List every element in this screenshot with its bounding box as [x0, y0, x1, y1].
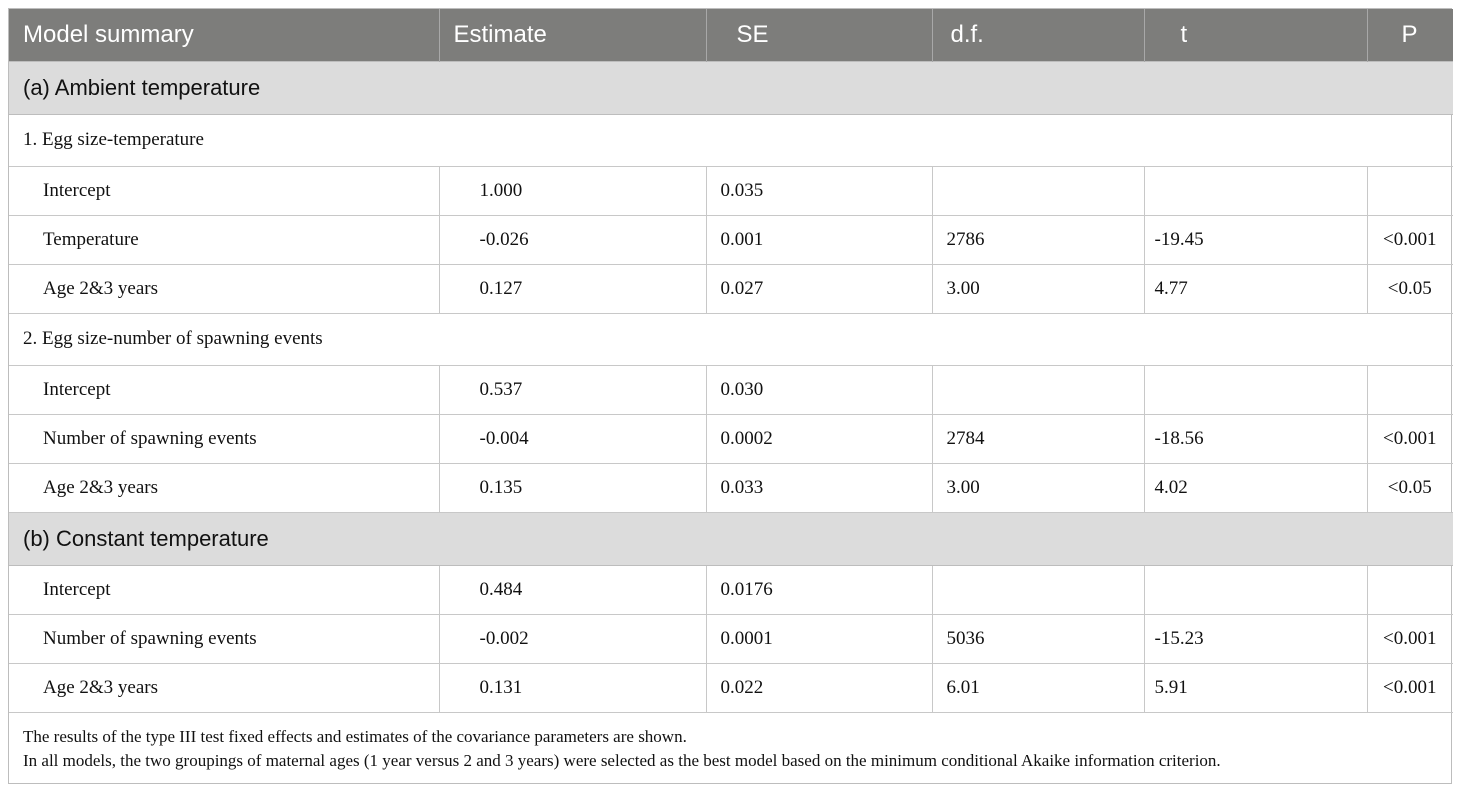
- section-title: (a) Ambient temperature: [9, 61, 1453, 114]
- row-label: Age 2&3 years: [9, 463, 439, 512]
- cell-df: 5036: [932, 614, 1144, 663]
- subsection-title: 2. Egg size-number of spawning events: [9, 313, 1453, 365]
- row-label: Intercept: [9, 365, 439, 414]
- cell-se: 0.0176: [706, 565, 932, 614]
- subsection-row-egg-size-spawning: [9, 313, 1453, 365]
- cell-estimate: 1.000: [439, 166, 706, 215]
- cell-df: [932, 365, 1144, 414]
- table-row: [9, 663, 1453, 712]
- header-df: d.f.: [932, 9, 1144, 61]
- cell-p: <0.001: [1367, 215, 1453, 264]
- footnote-line: In all models, the two groupings of maternal ages (1 year versus 2 and 3 years) were selected as the best model based on the minimum conditional Akaike information criterion.: [23, 750, 1221, 770]
- cell-se: 0.0002: [706, 414, 932, 463]
- section-title: (b) Constant temperature: [9, 512, 1453, 565]
- cell-p: [1367, 166, 1453, 215]
- header-model-summary: Model summary: [9, 9, 439, 61]
- header-estimate: Estimate: [439, 9, 706, 61]
- table-row: [9, 365, 1453, 414]
- cell-se: 0.0001: [706, 614, 932, 663]
- cell-se: 0.033: [706, 463, 932, 512]
- cell-df: 3.00: [932, 463, 1144, 512]
- cell-p: <0.001: [1367, 663, 1453, 712]
- table-footnote: [9, 712, 1453, 783]
- cell-p: [1367, 365, 1453, 414]
- row-label: Number of spawning events: [9, 614, 439, 663]
- cell-se: 0.030: [706, 365, 932, 414]
- table-row: [9, 614, 1453, 663]
- cell-estimate: 0.135: [439, 463, 706, 512]
- cell-estimate: -0.002: [439, 614, 706, 663]
- results-table: [9, 9, 1453, 783]
- footnote-row: [9, 712, 1453, 783]
- table-row: [9, 166, 1453, 215]
- cell-t: 4.02: [1144, 463, 1367, 512]
- cell-se: 0.035: [706, 166, 932, 215]
- cell-p: <0.05: [1367, 264, 1453, 313]
- row-label: Intercept: [9, 166, 439, 215]
- cell-estimate: -0.026: [439, 215, 706, 264]
- cell-t: 4.77: [1144, 264, 1367, 313]
- cell-estimate: 0.131: [439, 663, 706, 712]
- subsection-row-egg-size-temperature: [9, 114, 1453, 166]
- cell-p: [1367, 565, 1453, 614]
- table-row: [9, 414, 1453, 463]
- cell-estimate: -0.004: [439, 414, 706, 463]
- cell-estimate: 0.484: [439, 565, 706, 614]
- cell-t: [1144, 365, 1367, 414]
- cell-t: -15.23: [1144, 614, 1367, 663]
- cell-p: <0.001: [1367, 414, 1453, 463]
- cell-se: 0.001: [706, 215, 932, 264]
- footnote-line: The results of the type III test fixed effects and estimates of the covariance parameters are shown.: [23, 726, 687, 746]
- header-row: [9, 9, 1453, 61]
- table-header: [9, 9, 1453, 61]
- cell-t: [1144, 166, 1367, 215]
- row-label: Age 2&3 years: [9, 264, 439, 313]
- section-row-constant: [9, 512, 1453, 565]
- table-row: [9, 264, 1453, 313]
- row-label: Number of spawning events: [9, 414, 439, 463]
- model-summary-table: [8, 8, 1452, 784]
- cell-df: 3.00: [932, 264, 1144, 313]
- cell-df: 2784: [932, 414, 1144, 463]
- header-p: P: [1367, 9, 1453, 61]
- cell-p: <0.05: [1367, 463, 1453, 512]
- cell-df: [932, 166, 1144, 215]
- cell-se: 0.027: [706, 264, 932, 313]
- section-row-ambient: [9, 61, 1453, 114]
- cell-estimate: 0.537: [439, 365, 706, 414]
- cell-t: -18.56: [1144, 414, 1367, 463]
- table-row: [9, 565, 1453, 614]
- table-row: [9, 463, 1453, 512]
- row-label: Age 2&3 years: [9, 663, 439, 712]
- cell-se: 0.022: [706, 663, 932, 712]
- cell-t: 5.91: [1144, 663, 1367, 712]
- header-t: t: [1144, 9, 1367, 61]
- cell-p: <0.001: [1367, 614, 1453, 663]
- table-body: [9, 61, 1453, 783]
- cell-df: [932, 565, 1144, 614]
- subsection-title: 1. Egg size-temperature: [9, 114, 1453, 166]
- table-row: [9, 215, 1453, 264]
- cell-df: 6.01: [932, 663, 1144, 712]
- cell-t: -19.45: [1144, 215, 1367, 264]
- cell-t: [1144, 565, 1367, 614]
- row-label: Intercept: [9, 565, 439, 614]
- cell-df: 2786: [932, 215, 1144, 264]
- row-label: Temperature: [9, 215, 439, 264]
- header-se: SE: [706, 9, 932, 61]
- cell-estimate: 0.127: [439, 264, 706, 313]
